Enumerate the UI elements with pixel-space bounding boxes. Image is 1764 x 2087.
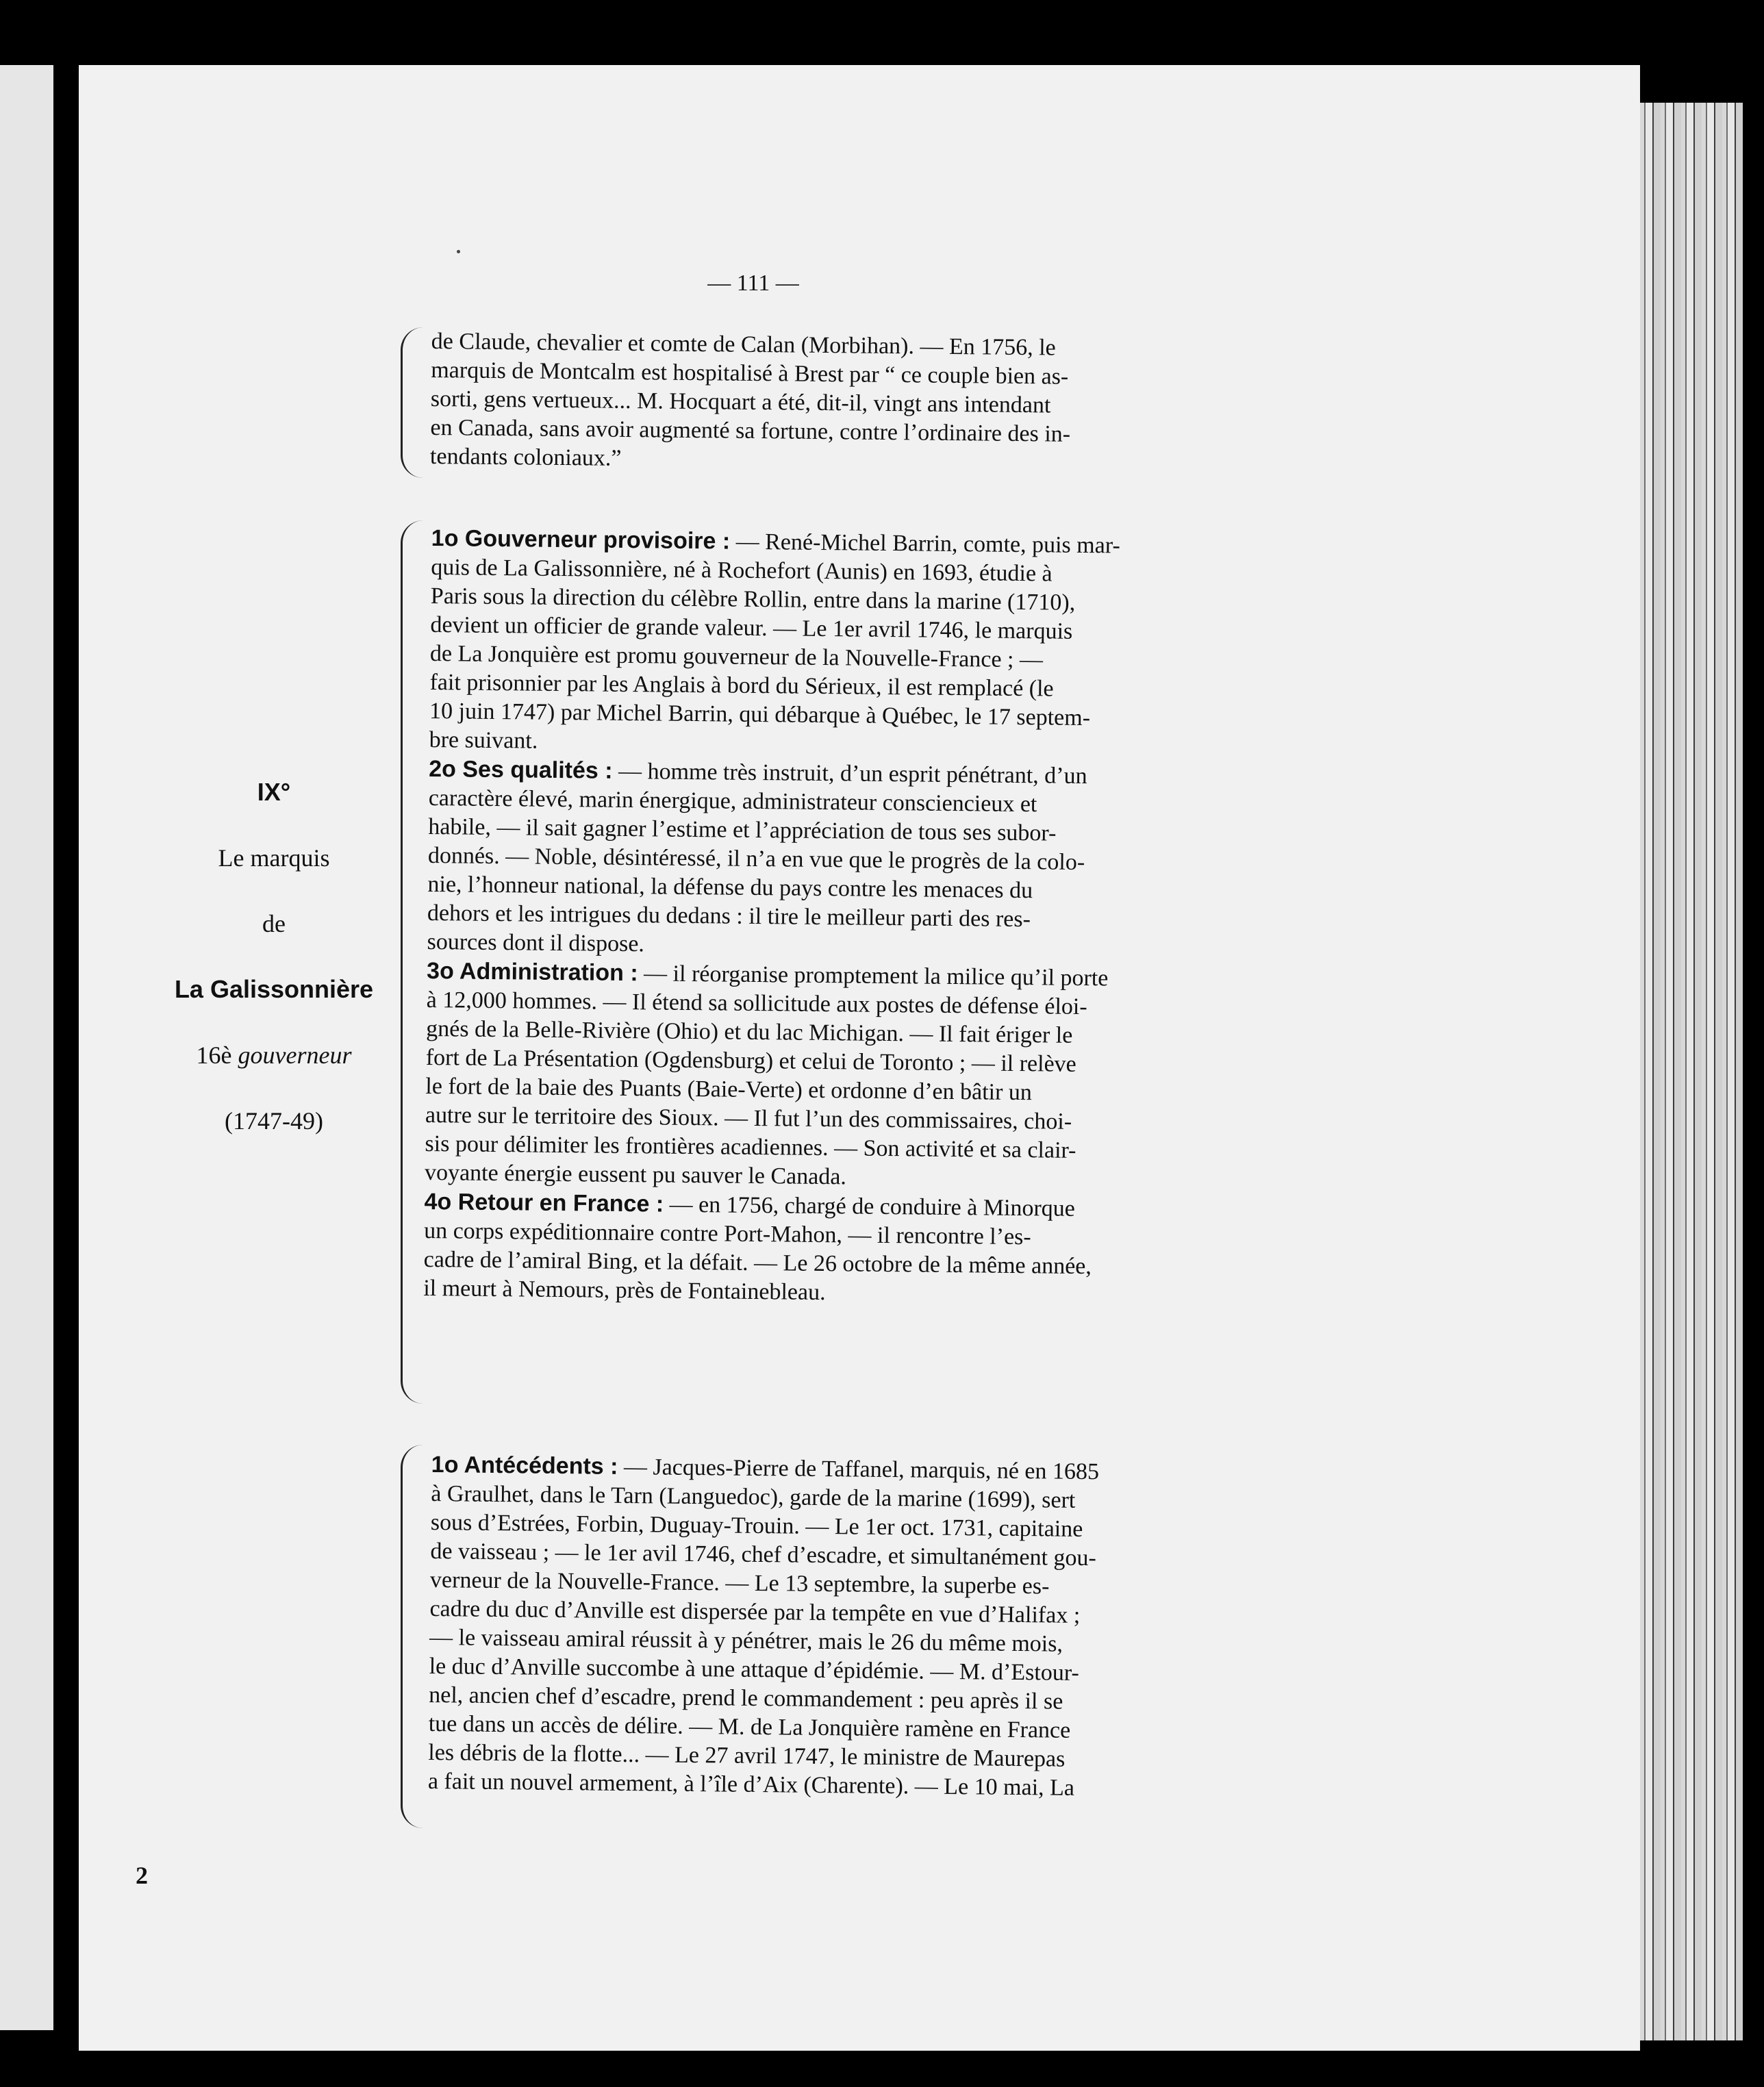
- page-number: 2: [136, 1862, 148, 1889]
- text-line: verneur de la Nouvelle-France. — Le 13 septembre, la superbe es-: [429, 1567, 1050, 1599]
- rank-number: 16è: [196, 1041, 232, 1069]
- galissonniere-section: [423, 524, 1335, 1313]
- text-line: — le vaisseau amiral réussit à y pénétrer, mais le 26 du même mois,: [429, 1624, 1063, 1657]
- text-line: donnés. — Noble, désintéressé, il n’a en vue que le progrès de la colo-: [427, 842, 1085, 876]
- governor-rank: [158, 1037, 390, 1074]
- text-line: tendants coloniaux.”: [429, 443, 622, 471]
- intro-paragraph: [430, 327, 1335, 481]
- subsection-heading: 2o Ses qualités :: [429, 755, 613, 784]
- text-line: de La Jonquière est promu gouverneur de la Nouvelle-France ; —: [429, 640, 1044, 673]
- page-stack-edge: [1640, 103, 1743, 2040]
- margin-line: de: [262, 910, 286, 937]
- text-line: marquis de Montcalm est hospitalisé à Brest par “ ce couple bien as-: [431, 357, 1069, 390]
- text-line: à 12,000 hommes. — Il étend sa sollicitude aux postes de défense éloi-: [426, 987, 1087, 1020]
- jonquiere-brace: [401, 1445, 423, 1828]
- text-line: nie, l’honneur national, la défense du pays contre les menaces du: [427, 871, 1033, 904]
- text-line: bre suivant.: [429, 726, 538, 754]
- text-line: 10 juin 1747) par Michel Barrin, qui débarque à Québec, le 17 septem-: [429, 698, 1091, 731]
- intro-brace: [401, 327, 423, 478]
- governor-name: La Galissonnière: [174, 975, 374, 1003]
- text-line: caractère élevé, marin énergique, administrateur consciencieux et: [428, 785, 1037, 818]
- text-line: le fort de la baie des Puants (Baie-Verte) et ordonne d’en bâtir un: [425, 1073, 1033, 1106]
- text-line: sources dont il dispose.: [427, 928, 645, 957]
- galissonniere-brace: [401, 520, 423, 1404]
- subsection-heading: 3o Administration :: [426, 957, 638, 987]
- jonquiere-section: [428, 1450, 1335, 1806]
- text-line: quis de La Galissonnière, né à Rochefort (Aunis) en 1693, étudie à: [431, 554, 1053, 587]
- text-line: 4o Retour en France : — en 1756, chargé de conduire à Minorque: [424, 1188, 1076, 1222]
- text-line: gnés de la Belle-Rivière (Ohio) et du lac Michigan. — Il fait ériger le: [426, 1015, 1073, 1048]
- text-line: sis pour délimiter les frontières acadiennes. — Son activité et sa clair-: [425, 1130, 1076, 1163]
- text-line: le duc d’Anville succombe à une attaque d’épidémie. — M. d’Estour-: [429, 1653, 1079, 1686]
- text-line: de vaisseau ; — le 1er avil 1746, chef d’escadre, et simultanément gou-: [430, 1538, 1097, 1571]
- text-line: tue dans un accès de délire. — M. de La Jonquière ramène en France: [428, 1710, 1071, 1743]
- text-line: de Claude, chevalier et comte de Calan (Morbihan). — En 1756, le: [431, 328, 1056, 361]
- text-line: 3o Administration : — il réorganise promptement la milice qu’il porte: [426, 957, 1109, 991]
- text-line: il meurt à Nemours, près de Fontainebleau.: [423, 1275, 826, 1306]
- text-line: 2o Ses qualités : — homme très instruit, d’un esprit pénétrant, d’un: [429, 755, 1087, 789]
- text-line: voyante énergie eussent pu sauver le Canada.: [424, 1159, 847, 1190]
- text-line: fort de La Présentation (Ogdensburg) et celui de Toronto ; — il relève: [425, 1044, 1076, 1077]
- text-line: à Graulhet, dans le Tarn (Languedoc), garde de la marine (1699), sert: [431, 1480, 1076, 1513]
- page-folio: — 111 —: [707, 270, 799, 296]
- subsection-heading: 4o Retour en France :: [424, 1188, 664, 1217]
- text-line: sorti, gens vertueux... M. Hocquart a été, dit-il, vingt ans intendant: [430, 385, 1051, 418]
- subsection-heading: 1o Gouverneur provisoire :: [431, 524, 731, 555]
- margin-heading: [158, 774, 390, 1168]
- text-line: cadre de l’amiral Bing, et la défait. — Le 26 octobre de la même année,: [423, 1246, 1092, 1280]
- text-line: fait prisonnier par les Anglais à bord du Sérieux, il est remplacé (le: [429, 669, 1054, 702]
- text-line: cadre du duc d’Anville est dispersée par la tempête en vue d’Halifax ;: [429, 1595, 1081, 1628]
- section-numeral: IX°: [257, 778, 291, 806]
- text-line: Paris sous la direction du célèbre Rollin, entre dans la marine (1710),: [430, 583, 1076, 616]
- text-line: dehors et les intrigues du dedans : il tire le meilleur parti des res-: [427, 900, 1031, 933]
- subsection-heading: 1o Antécédents :: [431, 1452, 618, 1480]
- speck: [457, 250, 460, 253]
- text-line: devient un officier de grande valeur. — Le 1er avril 1746, le marquis: [430, 611, 1073, 644]
- facing-page-edge: [0, 65, 53, 2030]
- rank-word: gouverneur: [238, 1041, 352, 1069]
- text-line: les débris de la flotte... — Le 27 avril 1747, le ministre de Maurepas: [428, 1739, 1066, 1772]
- text-line: nel, ancien chef d’escadre, prend le commandement : peu après il se: [429, 1682, 1063, 1715]
- text-line: en Canada, sans avoir augmenté sa fortune, contre l’ordinaire des in-: [430, 414, 1071, 447]
- text-line: un corps expéditionnaire contre Port-Mahon, — il rencontre l’es-: [423, 1217, 1031, 1250]
- text-line: 1o Gouverneur provisoire : — René-Michel Barrin, comte, puis mar-: [431, 524, 1120, 559]
- text-line: a fait un nouvel armement, à l’île d’Aix (Charente). — Le 10 mai, La: [427, 1768, 1075, 1801]
- text-line: 1o Antécédents : — Jacques-Pierre de Taffanel, marquis, né en 1685: [431, 1452, 1100, 1485]
- text-line: sous d’Estrées, Forbin, Duguay-Trouin. — Le 1er oct. 1731, capitaine: [430, 1509, 1083, 1542]
- governor-dates: (1747-49): [225, 1107, 323, 1135]
- text-line: autre sur le territoire des Sioux. — Il fut l’un des commissaires, choi-: [425, 1102, 1072, 1135]
- margin-line: Le marquis: [218, 844, 330, 872]
- text-line: habile, — il sait gagner l’estime et l’appréciation de tous ses subor-: [428, 813, 1057, 846]
